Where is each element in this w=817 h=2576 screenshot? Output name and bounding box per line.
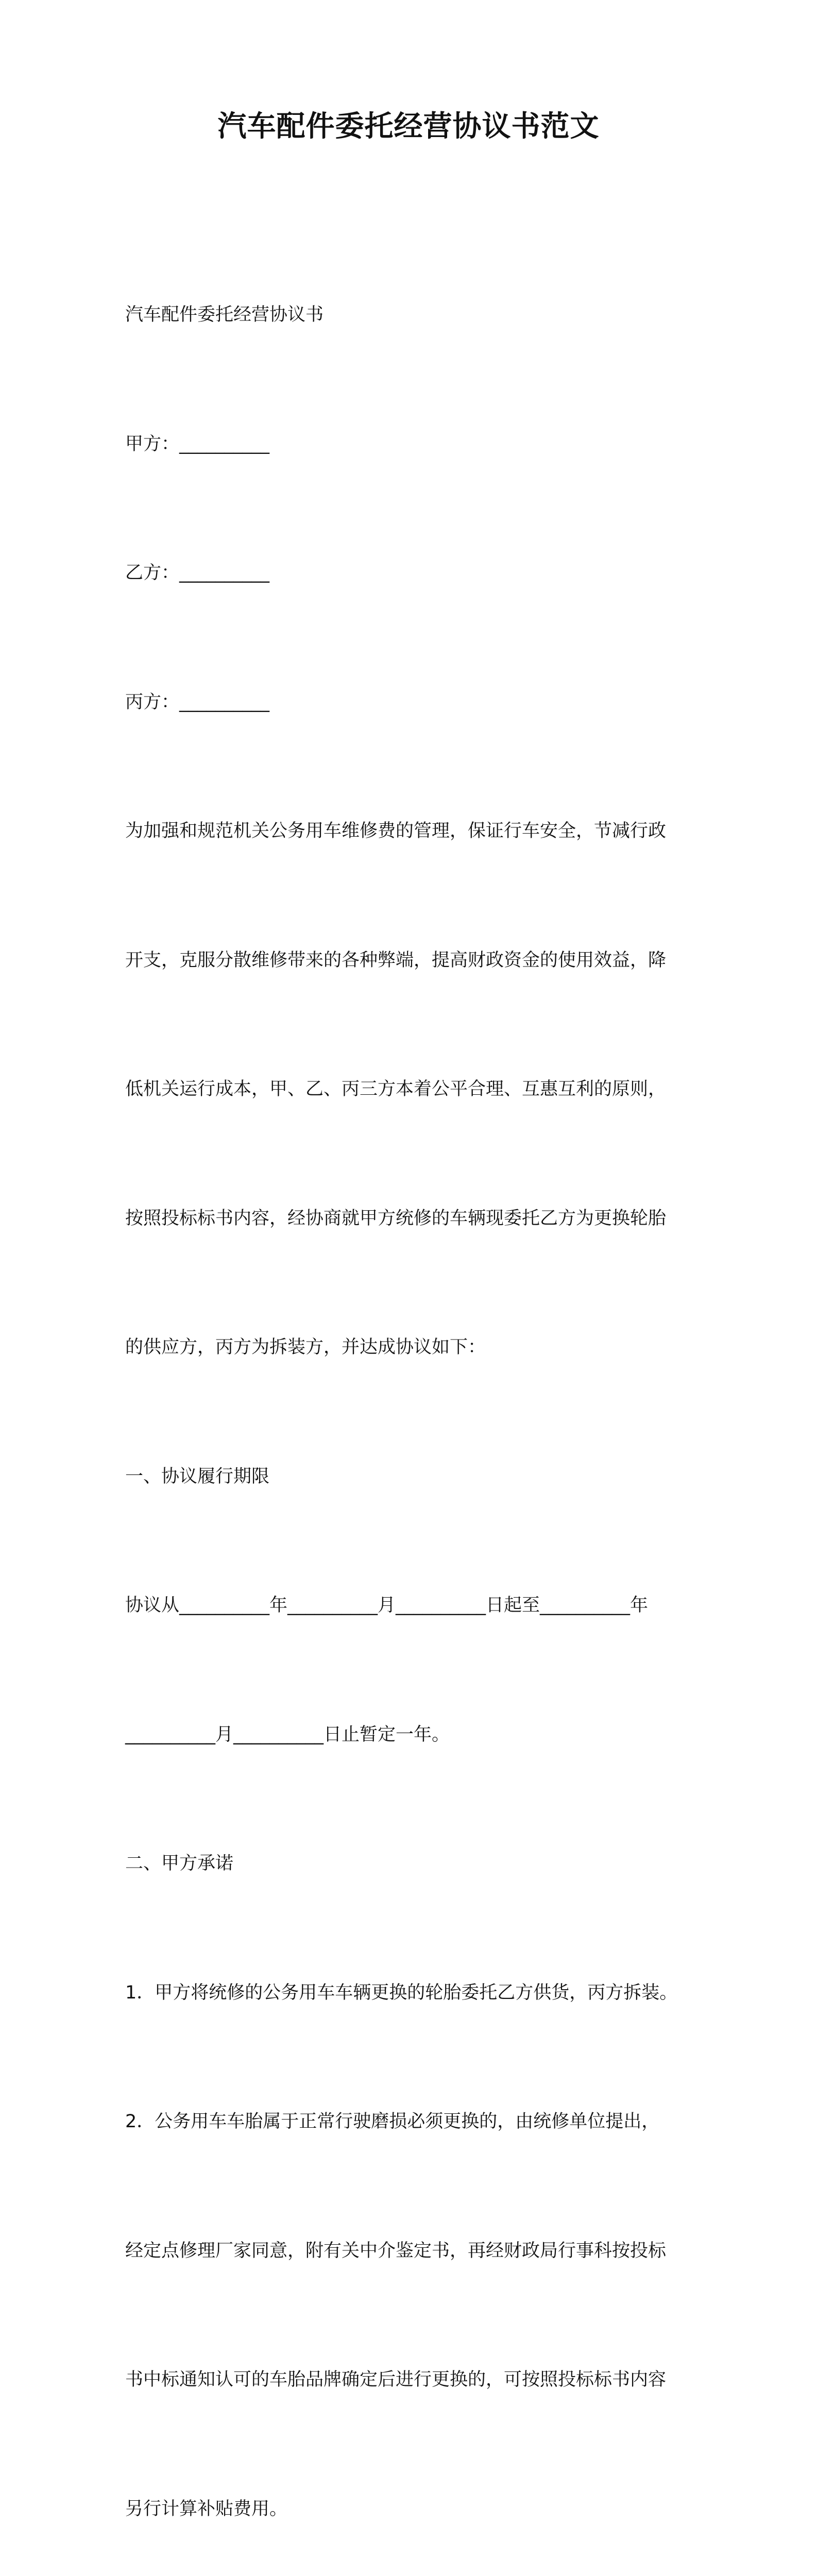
section-heading: 二、甲方承诺 <box>125 1853 234 1874</box>
paragraph-line: 协议从__________年__________月__________日起至__________年 <box>125 1595 649 1616</box>
party-b-line: 乙方：__________ <box>125 563 270 583</box>
clause-line: 2．公务用车车胎属于正常行驶磨损必须更换的，由统修单位提出， <box>125 2111 660 2132</box>
document-body <box>125 208 712 2576</box>
clause-line: 1．甲方将统修的公务用车车辆更换的轮胎委托乙方供货，丙方拆装。 <box>125 1982 678 2003</box>
paragraph-line: __________月__________日止暂定一年。 <box>125 1724 450 1745</box>
paragraph-line: 按照投标标书内容，经协商就甲方统修的车辆现委托乙方为更换轮胎 <box>125 1208 667 1229</box>
section-heading: 一、协议履行期限 <box>125 1466 270 1487</box>
clause-line: 经定点修理厂家同意，附有关中介鉴定书，再经财政局行事科按投标 <box>125 2240 667 2261</box>
party-a-line: 甲方：__________ <box>125 433 270 454</box>
party-c-line: 丙方：__________ <box>125 691 270 713</box>
subtitle-line: 汽车配件委托经营协议书 <box>125 304 324 325</box>
clause-line: 书中标通知认可的车胎品牌确定后进行更换的，可按照投标标书内容 <box>125 2369 667 2390</box>
paragraph-line: 为加强和规范机关公务用车维修费的管理，保证行车安全，节减行政 <box>125 821 667 841</box>
clause-line: 另行计算补贴费用。 <box>125 2498 288 2519</box>
paragraph-line: 低机关运行成本，甲、乙、丙三方本着公平合理、互惠互利的原则， <box>125 1079 667 1099</box>
document-title: 汽车配件委托经营协议书范文 <box>217 110 600 143</box>
paragraph-line: 开支，克服分散维修带来的各种弊端，提高财政资金的使用效益，降 <box>125 950 667 971</box>
paragraph-line: 的供应方，丙方为拆装方，并达成协议如下： <box>125 1337 486 1358</box>
